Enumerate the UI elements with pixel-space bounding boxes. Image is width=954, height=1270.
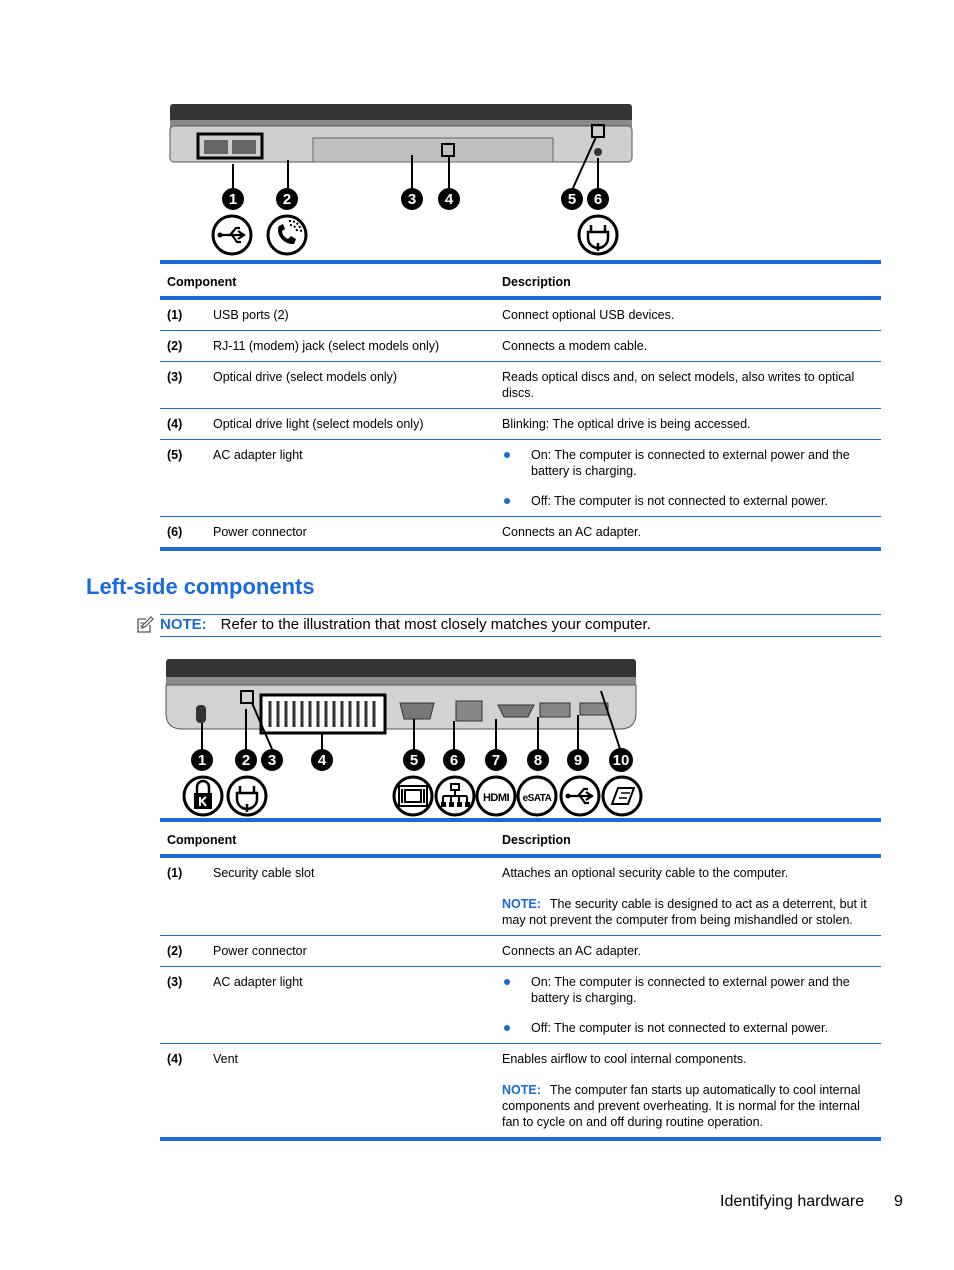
list-item	[502, 1020, 875, 1036]
svg-text:4: 4	[444, 191, 454, 208]
bullet	[504, 979, 510, 985]
svg-text:10: 10	[612, 752, 630, 769]
component-name: Optical drive light (select models only)	[206, 409, 495, 440]
component-description: Connects a modem cable.	[495, 331, 881, 362]
svg-text:6: 6	[449, 752, 459, 769]
svg-text:HDMI: HDMI	[482, 792, 510, 804]
svg-text:5: 5	[567, 191, 577, 208]
component-name: Power connector	[206, 936, 495, 967]
table-row	[160, 409, 881, 440]
table-row	[160, 362, 881, 409]
row-number: (4)	[160, 409, 206, 440]
callout-3	[401, 188, 423, 210]
svg-text:3: 3	[267, 752, 277, 769]
row-number: (6)	[160, 517, 206, 550]
list-item	[502, 974, 875, 1006]
description-column-header: Description	[495, 820, 881, 856]
component-name: Optical drive (select models only)	[206, 362, 495, 409]
footer-section-title: Identifying hardware	[720, 1193, 865, 1210]
component-name: Security cable slot	[206, 856, 495, 936]
table-row	[160, 1044, 881, 1140]
list-item	[502, 447, 875, 479]
callout-1	[191, 749, 213, 771]
description-text: Enables airflow to cool internal components.	[502, 1052, 747, 1066]
power-icon	[228, 777, 266, 815]
note-label: NOTE:	[160, 616, 207, 633]
callout-4	[438, 188, 460, 210]
bullet	[504, 452, 510, 458]
description-column-header: Description	[495, 262, 881, 298]
component-description	[495, 1044, 881, 1140]
row-number: (2)	[160, 936, 206, 967]
note-label: NOTE:	[502, 1083, 541, 1097]
row-number: (1)	[160, 856, 206, 936]
component-name: Vent	[206, 1044, 495, 1140]
list-item	[502, 493, 875, 509]
bullet	[504, 1025, 510, 1031]
description-text: Attaches an optional security cable to the computer.	[502, 866, 789, 880]
row-number: (2)	[160, 331, 206, 362]
vga-icon	[394, 777, 432, 815]
note-box	[160, 614, 881, 637]
network-icon	[436, 777, 474, 815]
svg-text:4: 4	[317, 752, 327, 769]
expresscard-icon	[603, 777, 641, 815]
component-name: Power connector	[206, 517, 495, 550]
bullet-text: Off: The computer is not connected to external power.	[531, 494, 828, 508]
description-note	[502, 896, 875, 928]
row-number: (4)	[160, 1044, 206, 1140]
bullet	[504, 498, 510, 504]
svg-text:7: 7	[491, 752, 501, 769]
svg-text:1: 1	[197, 752, 207, 769]
component-name: USB ports (2)	[206, 298, 495, 331]
svg-text:9: 9	[573, 752, 583, 769]
svg-text:eSATA: eSATA	[522, 793, 552, 804]
component-name: AC adapter light	[206, 967, 495, 1044]
table-row	[160, 517, 881, 550]
callout-5	[561, 188, 583, 210]
svg-text:5: 5	[409, 752, 419, 769]
left-side-illustration	[160, 655, 650, 820]
bullet-text: Off: The computer is not connected to external power.	[531, 1021, 828, 1035]
front-components-table	[160, 260, 881, 551]
esata-icon	[518, 777, 556, 815]
hdmi-icon	[477, 777, 515, 815]
component-column-header: Component	[160, 262, 495, 298]
modem-icon	[268, 216, 306, 254]
callout-6	[443, 749, 465, 771]
table-row	[160, 440, 881, 517]
component-description: Connect optional USB devices.	[495, 298, 881, 331]
callout-3	[261, 749, 283, 771]
component-description: Reads optical discs and, on select models, also writes to optical discs.	[495, 362, 881, 409]
note-icon	[136, 616, 154, 634]
table-row	[160, 936, 881, 967]
security-lock-icon	[184, 777, 222, 815]
svg-text:1: 1	[228, 191, 238, 208]
svg-text:2: 2	[241, 752, 251, 769]
component-description: Connects an AC adapter.	[495, 936, 881, 967]
bullet-text: On: The computer is connected to external power and the battery is charging.	[531, 448, 850, 478]
power-icon	[579, 216, 617, 254]
description-note	[502, 1082, 875, 1130]
callout-10	[609, 748, 633, 772]
front-view-illustration	[168, 100, 638, 260]
row-number: (3)	[160, 967, 206, 1044]
table-row	[160, 967, 881, 1044]
callout-2	[276, 188, 298, 210]
note-label: NOTE:	[502, 897, 541, 911]
bullet-text: On: The computer is connected to external power and the battery is charging.	[531, 975, 850, 1005]
usb-icon	[561, 777, 599, 815]
callout-6	[587, 188, 609, 210]
component-description	[495, 440, 881, 517]
component-name: AC adapter light	[206, 440, 495, 517]
note-text: The computer fan starts up automatically to cool internal components and prevent overheating. It is normal for the internal fan to cycle on and off during routine operation.	[502, 1083, 861, 1129]
svg-text:8: 8	[533, 752, 543, 769]
row-number: (1)	[160, 298, 206, 331]
left-side-components-table	[160, 818, 881, 1141]
page-number: 9	[894, 1193, 903, 1210]
note-text: Refer to the illustration that most closely matches your computer.	[220, 616, 651, 633]
row-number: (3)	[160, 362, 206, 409]
callout-7	[485, 749, 507, 771]
component-description	[495, 856, 881, 936]
usb-icon	[213, 216, 251, 254]
svg-text:3: 3	[407, 191, 417, 208]
callout-9	[567, 749, 589, 771]
component-name: RJ-11 (modem) jack (select models only)	[206, 331, 495, 362]
row-number: (5)	[160, 440, 206, 517]
svg-text:2: 2	[282, 191, 292, 208]
callout-8	[527, 749, 549, 771]
table-row	[160, 331, 881, 362]
component-column-header: Component	[160, 820, 495, 856]
callout-2	[235, 749, 257, 771]
svg-text:6: 6	[593, 191, 603, 208]
table-row	[160, 298, 881, 331]
note-text: The security cable is designed to act as a deterrent, but it may not prevent the computer from being mishandled or stolen.	[502, 897, 867, 927]
component-description: Blinking: The optical drive is being accessed.	[495, 409, 881, 440]
table-row	[160, 856, 881, 936]
component-description	[495, 967, 881, 1044]
callout-4	[311, 749, 333, 771]
callout-5	[403, 749, 425, 771]
component-description: Connects an AC adapter.	[495, 517, 881, 550]
section-title: Left-side components	[86, 574, 315, 599]
callout-1	[222, 188, 244, 210]
